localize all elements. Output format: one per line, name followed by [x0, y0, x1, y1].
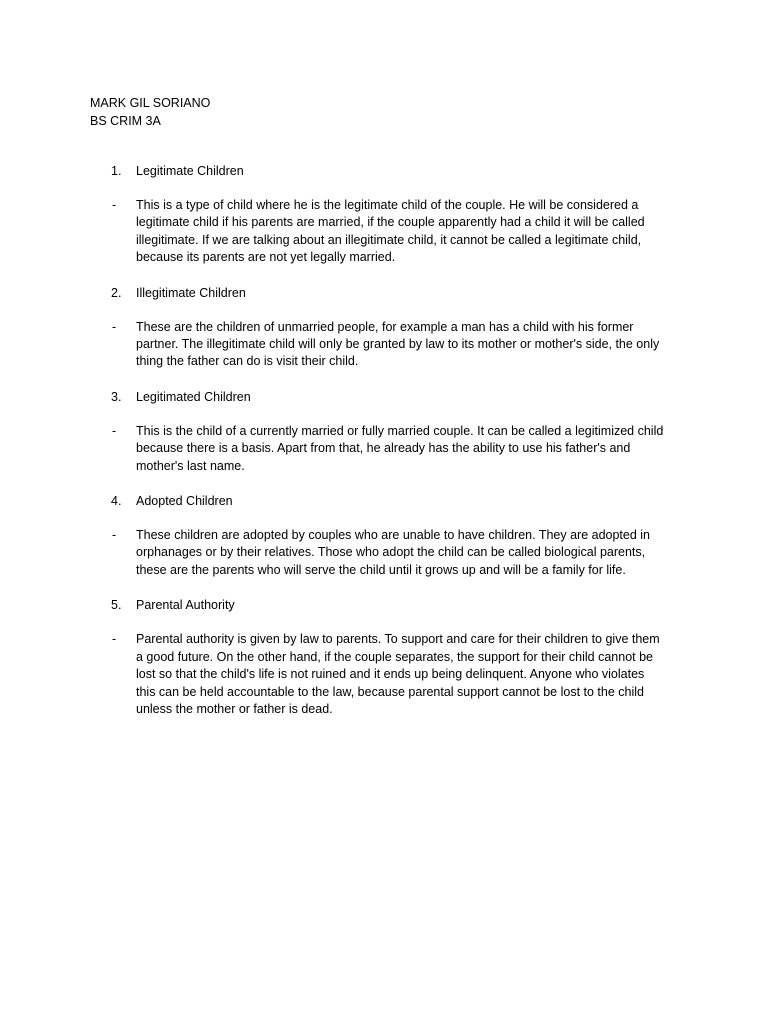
dash-bullet: - — [112, 198, 117, 212]
section-heading — [0, 596, 768, 614]
paragraph-line: These are the children of unmarried people, for example a man has a child with his former — [136, 319, 634, 334]
paragraph-line: mother's last name. — [136, 458, 245, 473]
paragraph-line: This is a type of child where he is the legitimate child of the couple. He will be considered a — [136, 198, 639, 212]
section-heading — [0, 388, 768, 406]
paragraph-line: lost so that the child's life is not ruined and it ends up being delinquent. Anyone who violates — [136, 667, 645, 682]
section-body — [0, 197, 768, 267]
section-body — [0, 423, 768, 475]
paragraph-line: illegitimate. If we are talking about an illegitimate child, it cannot be called a legitimate child, — [136, 232, 642, 247]
list-section — [0, 596, 768, 735]
paragraph-line: a good future. On the other hand, if the couple separates, the support for their child cannot be — [136, 649, 654, 664]
section-title: Parental Authority — [136, 598, 235, 613]
dash-bullet: - — [112, 423, 117, 438]
paragraph-line: thing the father can do is visit their child. — [136, 354, 359, 369]
section-heading — [0, 162, 768, 180]
section-number: 4. — [111, 494, 122, 509]
paragraph-line: Parental authority is given by law to parents. To support and care for their children to give them — [136, 632, 660, 647]
list-section — [0, 388, 768, 492]
course-section: BS CRIM 3A — [90, 114, 161, 128]
paragraph-line: because there is a basis. Apart from that, he already has the ability to use his father's and — [136, 441, 631, 456]
section-body — [0, 631, 768, 718]
section-paragraph — [136, 527, 684, 579]
section-number: 5. — [111, 598, 122, 613]
section-title: Adopted Children — [136, 494, 233, 509]
paragraph-line: because its parents are not yet legally married. — [136, 250, 396, 265]
section-title: Legitimated Children — [136, 389, 251, 404]
paragraph-line: These children are adopted by couples who are unable to have children. They are adopted in — [136, 528, 651, 543]
document-header — [90, 94, 210, 130]
section-heading — [0, 492, 768, 510]
list-section — [0, 284, 768, 388]
section-paragraph — [136, 631, 684, 718]
dash-bullet: - — [112, 528, 117, 543]
section-paragraph — [136, 423, 684, 475]
dash-bullet: - — [112, 319, 117, 334]
section-number: 1. — [111, 164, 122, 178]
paragraph-line: orphanages or by their relatives. Those who adopt the child can be called biological parents, — [136, 545, 646, 560]
section-body — [0, 527, 768, 579]
section-number: 2. — [111, 285, 122, 300]
list-section — [0, 492, 768, 596]
section-number: 3. — [111, 389, 122, 404]
paragraph-line: partner. The illegitimate child will only be granted by law to its mother or mother's side, the only — [136, 337, 660, 352]
dash-bullet: - — [112, 632, 117, 647]
section-paragraph — [136, 319, 684, 371]
paragraph-line: this can be held accountable to the law, because parental support cannot be lost to the child — [136, 684, 644, 699]
section-paragraph — [136, 197, 684, 267]
numbered-list — [0, 162, 768, 735]
paragraph-line: legitimate child if his parents are married, if the couple apparently had a child it will be called — [136, 215, 645, 230]
section-body — [0, 319, 768, 371]
author-name: MARK GIL SORIANO — [90, 96, 211, 110]
paragraph-line: unless the mother or father is dead. — [136, 701, 333, 716]
section-heading — [0, 284, 768, 302]
list-section — [0, 162, 768, 284]
paragraph-line: This is the child of a currently married or fully married couple. It can be called a legitimized child — [136, 423, 664, 438]
section-title: Illegitimate Children — [136, 285, 246, 300]
section-title: Legitimate Children — [136, 164, 244, 178]
paragraph-line: these are the parents who will serve the child until it grows up and will be a family for life. — [136, 562, 626, 577]
